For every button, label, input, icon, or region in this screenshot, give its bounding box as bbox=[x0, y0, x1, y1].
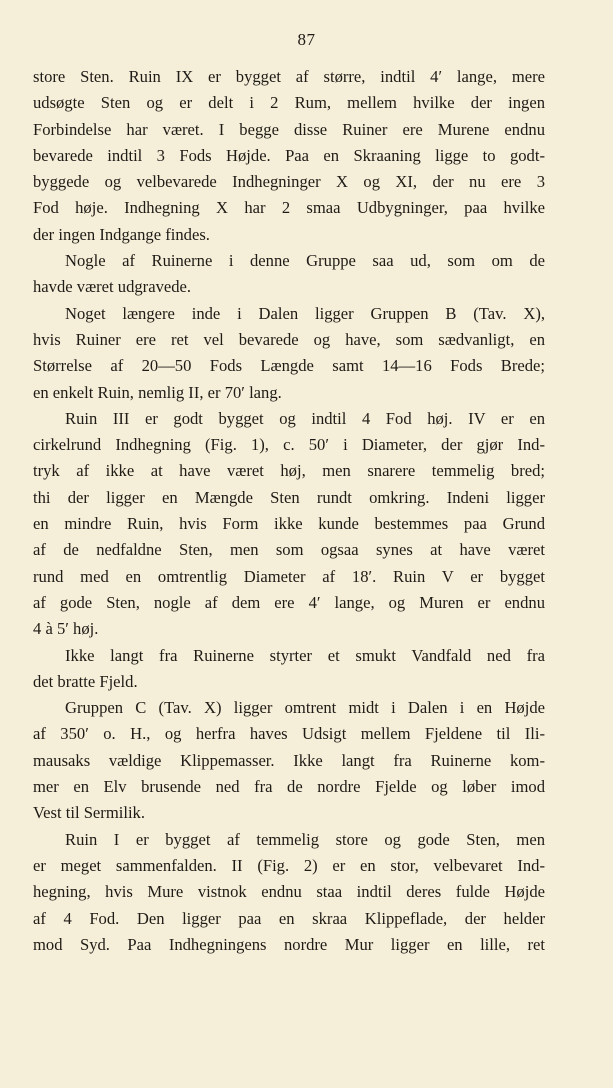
paragraph bbox=[33, 248, 545, 301]
text-line: mausaks vældige Klippemasser. Ikke langt fra Ruinerne kom- bbox=[33, 750, 545, 770]
text-line: af gode Sten, nogle af dem ere 4′ lange, og Muren er endnu bbox=[33, 592, 545, 612]
text-line: Noget længere inde i Dalen ligger Gruppen B (Tav. X), bbox=[65, 303, 545, 323]
text-line: af 350′ o. H., og herfra haves Udsigt mellem Fjeldene til Ili- bbox=[33, 724, 545, 744]
text-line: mer en Elv brusende ned fra de nordre Fjelde og løber imod bbox=[33, 777, 545, 797]
text-line: mod Syd. Paa Indhegningens nordre Mur ligger en lille, ret bbox=[33, 934, 545, 954]
paragraph bbox=[33, 827, 545, 958]
text-line: Nogle af Ruinerne i denne Gruppe saa ud, som om de bbox=[65, 251, 545, 271]
text-line: tryk af ikke at have været høj, men snarere temmelig bred; bbox=[33, 461, 545, 481]
text-line: store Sten. Ruin IX er bygget af større, indtil 4′ lange, mere bbox=[33, 67, 545, 86]
text-line: en mindre Ruin, hvis Form ikke kunde bestemmes paa Grund bbox=[33, 514, 545, 534]
text-line: cirkelrund Indhegning (Fig. 1), c. 50′ i Diameter, der gjør Ind- bbox=[33, 435, 545, 455]
text-line: Ruin III er godt bygget og indtil 4 Fod høj. IV er en bbox=[65, 408, 545, 428]
text-line: det bratte Fjeld. bbox=[33, 671, 138, 691]
paragraph bbox=[33, 301, 545, 406]
text-line: rund med en omtrentlig Diameter af 18′. Ruin V er bygget bbox=[33, 566, 545, 586]
paragraph bbox=[33, 695, 545, 826]
text-line: Gruppen C (Tav. X) ligger omtrent midt i Dalen i en Højde bbox=[65, 698, 545, 718]
text-line: havde været udgravede. bbox=[33, 277, 192, 297]
text-line: Vest til Sermilik. bbox=[33, 803, 146, 823]
text-line: bevarede indtil 3 Fods Højde. Paa en Skraaning ligge to godt- bbox=[33, 145, 545, 165]
text-line: Forbindelse har været. I begge disse Ruiner ere Murene endnu bbox=[33, 119, 545, 139]
text-line: byggede og velbevarede Indhegninger X og XI, der nu ere 3 bbox=[33, 172, 545, 192]
text-line: en enkelt Ruin, nemlig II, er 70′ lang. bbox=[33, 382, 282, 402]
body-text bbox=[33, 64, 545, 958]
text-line: der ingen Indgange findes. bbox=[33, 224, 210, 244]
paragraph bbox=[33, 64, 545, 248]
text-line: af de nedfaldne Sten, men som ogsaa synes at have været bbox=[33, 540, 545, 560]
text-line: af 4 Fod. Den ligger paa en skraa Klippeflade, der helder bbox=[33, 908, 545, 928]
text-line: Ruin I er bygget af temmelig store og gode Sten, men bbox=[65, 829, 545, 849]
text-line: 4 à 5′ høj. bbox=[33, 619, 99, 639]
text-line: er meget sammenfalden. II (Fig. 2) er en stor, velbevaret Ind- bbox=[33, 855, 545, 875]
text-line: Fod høje. Indhegning X har 2 smaa Udbygninger, paa hvilke bbox=[33, 198, 545, 218]
text-line: Ikke langt fra Ruinerne styrter et smukt Vandfald ned fra bbox=[65, 645, 545, 665]
paragraph bbox=[33, 643, 545, 696]
text-line: hegning, hvis Mure vistnok endnu staa indtil deres fulde Højde bbox=[33, 882, 545, 902]
text-line: thi der ligger en Mængde Sten rundt omkring. Indeni ligger bbox=[33, 487, 545, 507]
paragraph bbox=[33, 406, 545, 643]
text-line: hvis Ruiner ere ret vel bevarede og have, som sædvanligt, en bbox=[33, 329, 545, 349]
text-line: Størrelse af 20—50 Fods Længde samt 14—16 Fods Brede; bbox=[33, 356, 545, 376]
page-number: 87 bbox=[297, 30, 316, 49]
text-line: udsøgte Sten og er delt i 2 Rum, mellem hvilke der ingen bbox=[33, 93, 545, 113]
